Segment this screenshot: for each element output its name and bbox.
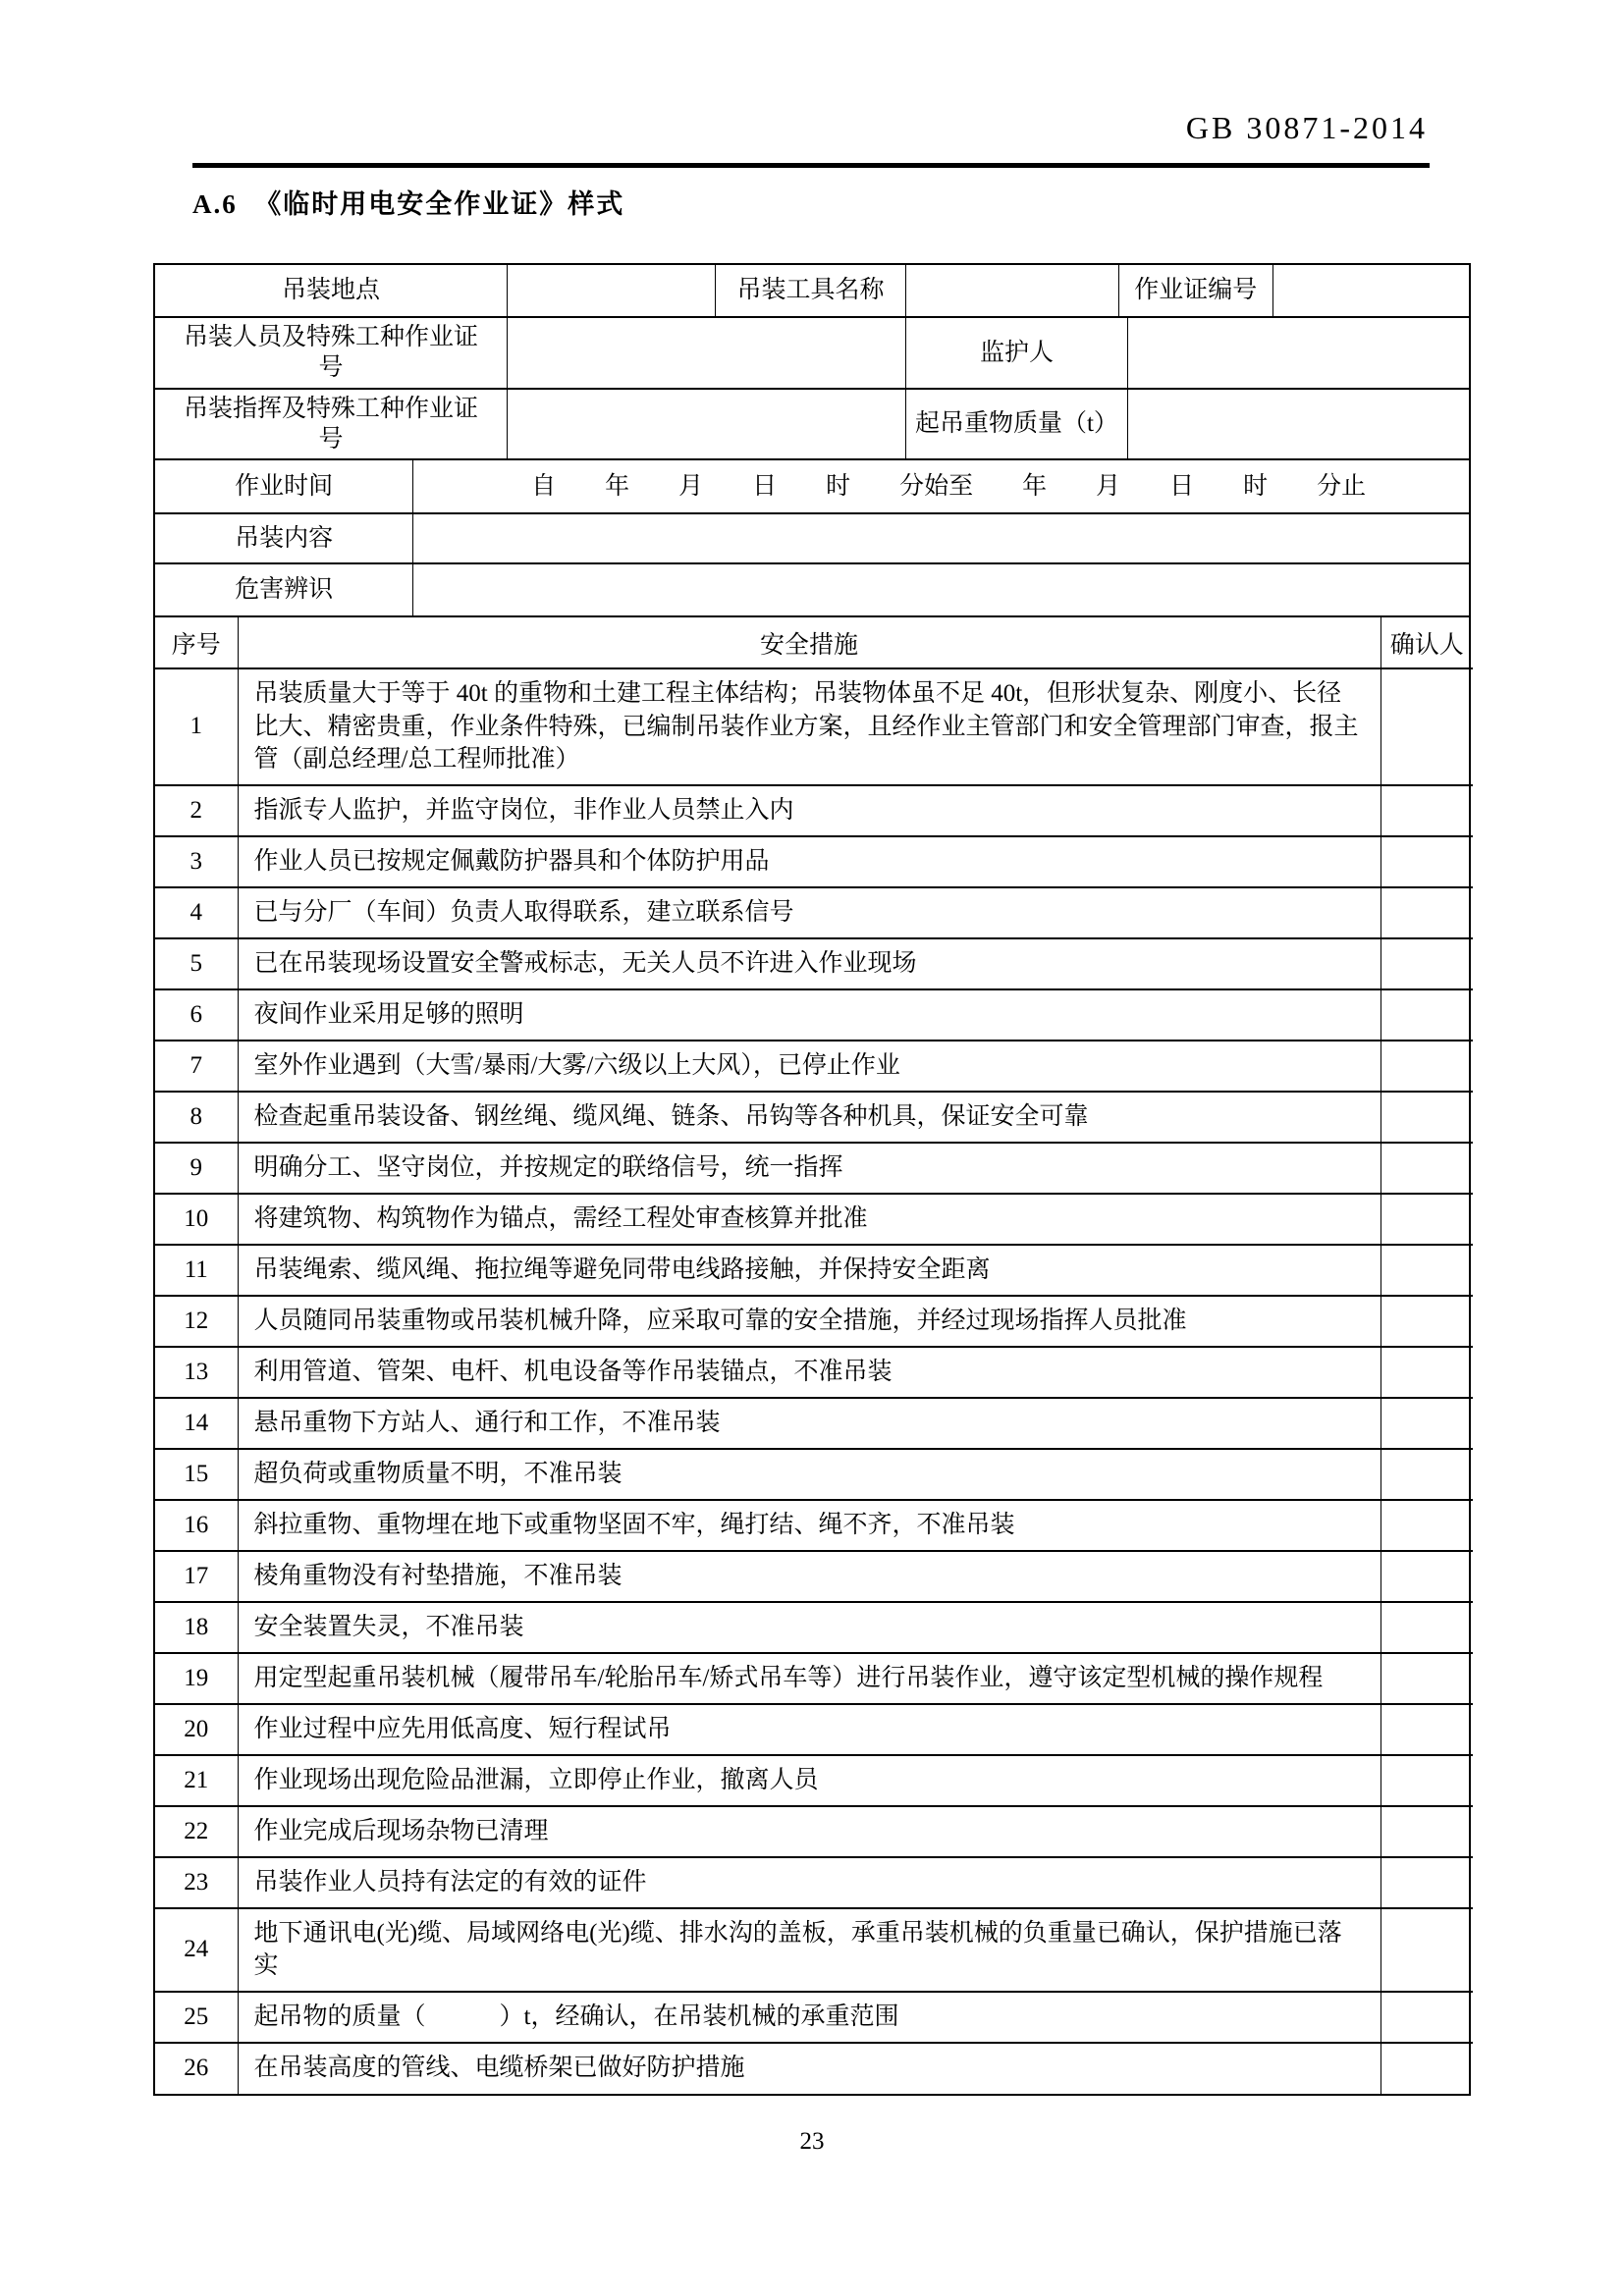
field-input-lifting-personnel-cert [508, 318, 906, 388]
safety-measure-row [155, 1908, 1473, 1992]
safety-measure-row [155, 1806, 1473, 1857]
row-serial-number: 21 [155, 1755, 238, 1806]
safety-table-header-row [155, 617, 1473, 668]
row-measure-text: 悬吊重物下方站人、通行和工作，不准吊装 [238, 1398, 1380, 1449]
field-input-guardian [1128, 318, 1469, 388]
safety-measure-row [155, 1653, 1473, 1704]
form-row-lifting-commander [155, 390, 1469, 461]
row-confirmer-cell [1380, 1992, 1473, 2043]
row-serial-number: 24 [155, 1908, 238, 1992]
safety-measure-row [155, 1143, 1473, 1194]
row-serial-number: 4 [155, 887, 238, 938]
safety-measure-row [155, 785, 1473, 836]
row-confirmer-cell [1380, 1194, 1473, 1245]
row-serial-number: 19 [155, 1653, 238, 1704]
safety-measure-row [155, 1857, 1473, 1908]
row-serial-number: 13 [155, 1347, 238, 1398]
row-confirmer-cell [1380, 1551, 1473, 1602]
safety-measure-row [155, 1296, 1473, 1347]
row-confirmer-cell [1380, 668, 1473, 785]
row-serial-number: 10 [155, 1194, 238, 1245]
field-label-lifting-commander-cert: 吊装指挥及特殊工种作业证号 [155, 390, 508, 459]
field-label-lifting-location: 吊装地点 [155, 265, 508, 316]
row-measure-text: 作业现场出现危险品泄漏，立即停止作业，撤离人员 [238, 1755, 1380, 1806]
safety-measure-row [155, 1704, 1473, 1755]
row-serial-number: 11 [155, 1245, 238, 1296]
row-measure-text: 已在吊装现场设置安全警戒标志，无关人员不许进入作业现场 [238, 938, 1380, 989]
form-row-hazard-identification [155, 564, 1469, 617]
safety-measure-row [155, 668, 1473, 785]
row-confirmer-cell [1380, 836, 1473, 887]
row-serial-number: 18 [155, 1602, 238, 1653]
field-input-lifting-location [508, 265, 716, 316]
row-measure-text: 作业人员已按规定佩戴防护器具和个体防护用品 [238, 836, 1380, 887]
safety-measure-row [155, 1602, 1473, 1653]
safety-measure-row [155, 1347, 1473, 1398]
row-measure-text: 吊装质量大于等于 40t 的重物和土建工程主体结构；吊装物体虽不足 40t，但形状复杂、刚度小、长径比大、精密贵重，作业条件特殊，已编制吊装作业方案，且经作业主管部门和安全管理部门审查，报主管（副总经理/总工程师批准） [238, 668, 1380, 785]
section-title: A.6 《临时用电安全作业证》样式 [192, 189, 625, 219]
row-serial-number: 2 [155, 785, 238, 836]
row-confirmer-cell [1380, 2043, 1473, 2094]
field-input-work-time: 自 年 月 日 时 分始至 年 月 日 时 分止 [531, 472, 1367, 500]
safety-measure-row [155, 938, 1473, 989]
row-confirmer-cell [1380, 1245, 1473, 1296]
row-confirmer-cell [1380, 887, 1473, 938]
form-row-location [155, 265, 1469, 318]
row-serial-number: 16 [155, 1500, 238, 1551]
safety-measure-row [155, 989, 1473, 1041]
safety-measure-row [155, 1092, 1473, 1143]
row-measure-text: 在吊装高度的管线、电缆桥架已做好防护措施 [238, 2043, 1380, 2094]
field-input-permit-number [1273, 265, 1469, 316]
row-measure-text: 斜拉重物、重物埋在地下或重物坚固不牢，绳打结、绳不齐，不准吊装 [238, 1500, 1380, 1551]
row-serial-number: 3 [155, 836, 238, 887]
row-measure-text: 超负荷或重物质量不明，不准吊装 [238, 1449, 1380, 1500]
row-measure-text: 利用管道、管架、电杆、机电设备等作吊装锚点，不准吊装 [238, 1347, 1380, 1398]
form-row-lifting-personnel [155, 318, 1469, 390]
row-confirmer-cell [1380, 1602, 1473, 1653]
field-input-hazard-identification [413, 564, 1469, 615]
field-input-load-weight [1128, 390, 1469, 459]
row-confirmer-cell [1380, 1296, 1473, 1347]
safety-measure-row [155, 1245, 1473, 1296]
form-row-lifting-content [155, 514, 1469, 564]
row-measure-text: 作业过程中应先用低高度、短行程试吊 [238, 1704, 1380, 1755]
row-measure-text: 吊装绳索、缆风绳、拖拉绳等避免同带电线路接触，并保持安全距离 [238, 1245, 1380, 1296]
field-label-work-time: 作业时间 [155, 460, 413, 512]
row-confirmer-cell [1380, 1449, 1473, 1500]
row-confirmer-cell [1380, 1398, 1473, 1449]
row-confirmer-cell [1380, 1908, 1473, 1992]
field-input-lifting-commander-cert [508, 390, 906, 459]
safety-measure-row [155, 1992, 1473, 2043]
field-label-permit-number: 作业证编号 [1119, 265, 1273, 316]
row-serial-number: 1 [155, 668, 238, 785]
safety-measure-row [155, 887, 1473, 938]
row-serial-number: 20 [155, 1704, 238, 1755]
safety-measure-row [155, 1500, 1473, 1551]
row-serial-number: 6 [155, 989, 238, 1041]
row-confirmer-cell [1380, 1092, 1473, 1143]
safety-measure-row [155, 1551, 1473, 1602]
header-safety-measures: 安全措施 [238, 617, 1380, 668]
safety-measures-table [155, 617, 1473, 2094]
row-confirmer-cell [1380, 1704, 1473, 1755]
row-confirmer-cell [1380, 1041, 1473, 1092]
row-confirmer-cell [1380, 938, 1473, 989]
row-measure-text: 夜间作业采用足够的照明 [238, 989, 1380, 1041]
row-confirmer-cell [1380, 1857, 1473, 1908]
header-serial-number: 序号 [155, 617, 238, 668]
page-number: 23 [799, 2128, 825, 2155]
row-measure-text: 用定型起重吊装机械（履带吊车/轮胎吊车/矫式吊车等）进行吊装作业，遵守该定型机械的操作规程 [238, 1653, 1380, 1704]
header-rule [192, 163, 1430, 168]
row-measure-text: 安全装置失灵，不准吊装 [238, 1602, 1380, 1653]
form-row-work-time [155, 460, 1469, 514]
safety-measure-row [155, 1041, 1473, 1092]
row-serial-number: 22 [155, 1806, 238, 1857]
row-serial-number: 5 [155, 938, 238, 989]
row-measure-text: 地下通讯电(光)缆、局域网络电(光)缆、排水沟的盖板，承重吊装机械的负重量已确认，保护措施已落实 [238, 1908, 1380, 1992]
field-input-lifting-content [413, 514, 1469, 562]
row-serial-number: 9 [155, 1143, 238, 1194]
row-measure-text: 指派专人监护，并监守岗位，非作业人员禁止入内 [238, 785, 1380, 836]
row-measure-text: 明确分工、坚守岗位，并按规定的联络信号，统一指挥 [238, 1143, 1380, 1194]
row-serial-number: 7 [155, 1041, 238, 1092]
row-confirmer-cell [1380, 785, 1473, 836]
field-label-lifting-personnel-cert: 吊装人员及特殊工种作业证号 [155, 318, 508, 388]
row-measure-text: 检查起重吊装设备、钢丝绳、缆风绳、链条、吊钩等各种机具，保证安全可靠 [238, 1092, 1380, 1143]
row-confirmer-cell [1380, 989, 1473, 1041]
row-serial-number: 17 [155, 1551, 238, 1602]
safety-measure-row [155, 836, 1473, 887]
row-serial-number: 14 [155, 1398, 238, 1449]
row-serial-number: 23 [155, 1857, 238, 1908]
row-measure-text: 已与分厂（车间）负责人取得联系，建立联系信号 [238, 887, 1380, 938]
field-label-load-weight: 起吊重物质量（t） [906, 390, 1128, 459]
row-confirmer-cell [1380, 1653, 1473, 1704]
safety-measure-row [155, 1755, 1473, 1806]
row-measure-text: 人员随同吊装重物或吊装机械升降，应采取可靠的安全措施，并经过现场指挥人员批准 [238, 1296, 1380, 1347]
row-serial-number: 25 [155, 1992, 238, 2043]
header-confirmer: 确认人 [1380, 617, 1473, 668]
standard-code: GB 30871-2014 [1185, 110, 1428, 145]
safety-measure-row [155, 1194, 1473, 1245]
row-measure-text: 吊装作业人员持有法定的有效的证件 [238, 1857, 1380, 1908]
row-confirmer-cell [1380, 1806, 1473, 1857]
field-label-guardian: 监护人 [906, 318, 1128, 388]
row-confirmer-cell [1380, 1500, 1473, 1551]
safety-measure-row [155, 2043, 1473, 2094]
row-measure-text: 室外作业遇到（大雪/暴雨/大雾/六级以上大风），已停止作业 [238, 1041, 1380, 1092]
row-serial-number: 8 [155, 1092, 238, 1143]
safety-measure-row [155, 1398, 1473, 1449]
row-measure-text: 棱角重物没有衬垫措施，不准吊装 [238, 1551, 1380, 1602]
row-serial-number: 12 [155, 1296, 238, 1347]
work-permit-form [153, 263, 1471, 2096]
row-measure-text: 作业完成后现场杂物已清理 [238, 1806, 1380, 1857]
field-label-hazard-identification: 危害辨识 [155, 564, 413, 615]
row-serial-number: 15 [155, 1449, 238, 1500]
row-confirmer-cell [1380, 1347, 1473, 1398]
row-serial-number: 26 [155, 2043, 238, 2094]
safety-measure-row [155, 1449, 1473, 1500]
field-label-lifting-tool-name: 吊装工具名称 [716, 265, 905, 316]
field-label-lifting-content: 吊装内容 [155, 514, 413, 562]
row-confirmer-cell [1380, 1755, 1473, 1806]
row-confirmer-cell [1380, 1143, 1473, 1194]
row-measure-text: 起吊物的质量（ ）t，经确认，在吊装机械的承重范围 [238, 1992, 1380, 2043]
row-measure-text: 将建筑物、构筑物作为锚点，需经工程处审查核算并批准 [238, 1194, 1380, 1245]
field-input-lifting-tool-name [906, 265, 1119, 316]
